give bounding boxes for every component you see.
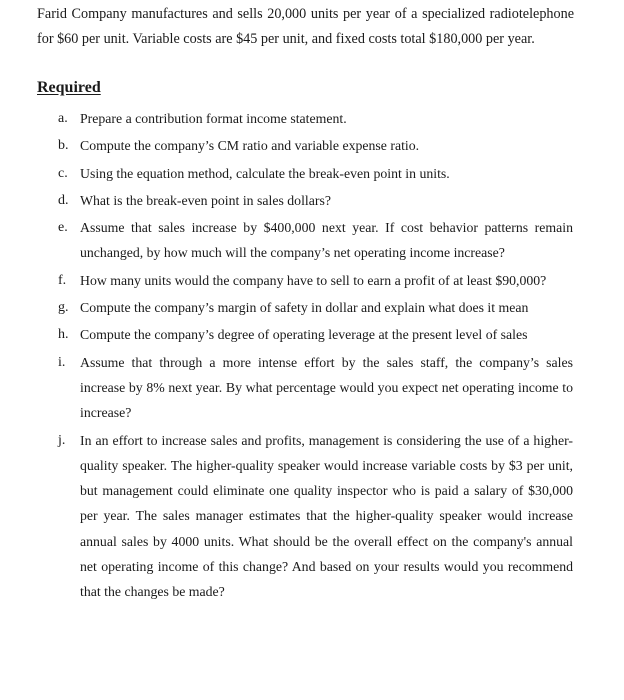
item-marker: d. [58,192,69,208]
requirements-list [0,106,624,607]
requirement-item-d [0,188,624,213]
item-text: What is the break-even point in sales dollars? [80,192,331,208]
item-text: How many units would the company have to sell to earn a profit of at least $90,000? [80,272,547,288]
item-text: Using the equation method, calculate the break-even point in units. [80,165,450,181]
requirement-item-f [0,268,624,293]
item-text: Assume that sales increase by $400,000 next year. If cost behavior patterns remain unchanged, by how much will the company’s net operating income increase? [80,220,573,261]
requirement-item-a [0,106,624,131]
requirement-item-e [0,215,624,266]
problem-intro: Farid Company manufactures and sells 20,000 units per year of a specialized radiotelephone for $60 per unit. Variable costs are $45 per unit, and fixed costs total $180,000 per year. [37,6,574,48]
requirement-item-b [0,133,624,158]
item-marker: g. [58,300,69,316]
requirement-item-c [0,161,624,186]
item-marker: c. [58,165,68,181]
item-marker: e. [58,220,68,236]
requirement-item-j [0,428,624,605]
item-marker: h. [58,327,69,343]
required-heading: Required [37,79,101,96]
requirement-item-h [0,322,624,347]
requirement-item-g [0,295,624,320]
item-text: Compute the company’s CM ratio and variable expense ratio. [80,138,420,154]
item-text: In an effort to increase sales and profits, management is considering the use of a higher-quality speaker. The higher-quality speaker would increase variable costs by $3 per unit, but management could eliminate one quality inspector who is paid a salary of $30,000 per year. The sales manager estimates that the higher-quality speaker would increase annual sales by 4000 units. What should be the overall effect on the company's annual net operating income of this change? And based on your results would you recommend that the changes be made? [80,432,573,600]
item-marker: i. [58,354,66,370]
item-marker: f. [58,272,67,288]
item-marker: a. [58,111,68,126]
item-text: Assume that through a more intense effort by the sales staff, the company’s sales increase by 8% next year. By what percentage would you expect net operating income to increase? [80,354,573,421]
item-marker: b. [58,138,69,154]
item-text: Compute the company’s margin of safety in dollar and explain what does it mean [80,300,529,316]
requirement-item-i [0,350,624,426]
item-text: Compute the company’s degree of operating leverage at the present level of sales [80,327,528,343]
item-text: Prepare a contribution format income statement. [80,111,347,126]
item-marker: j. [58,432,66,448]
